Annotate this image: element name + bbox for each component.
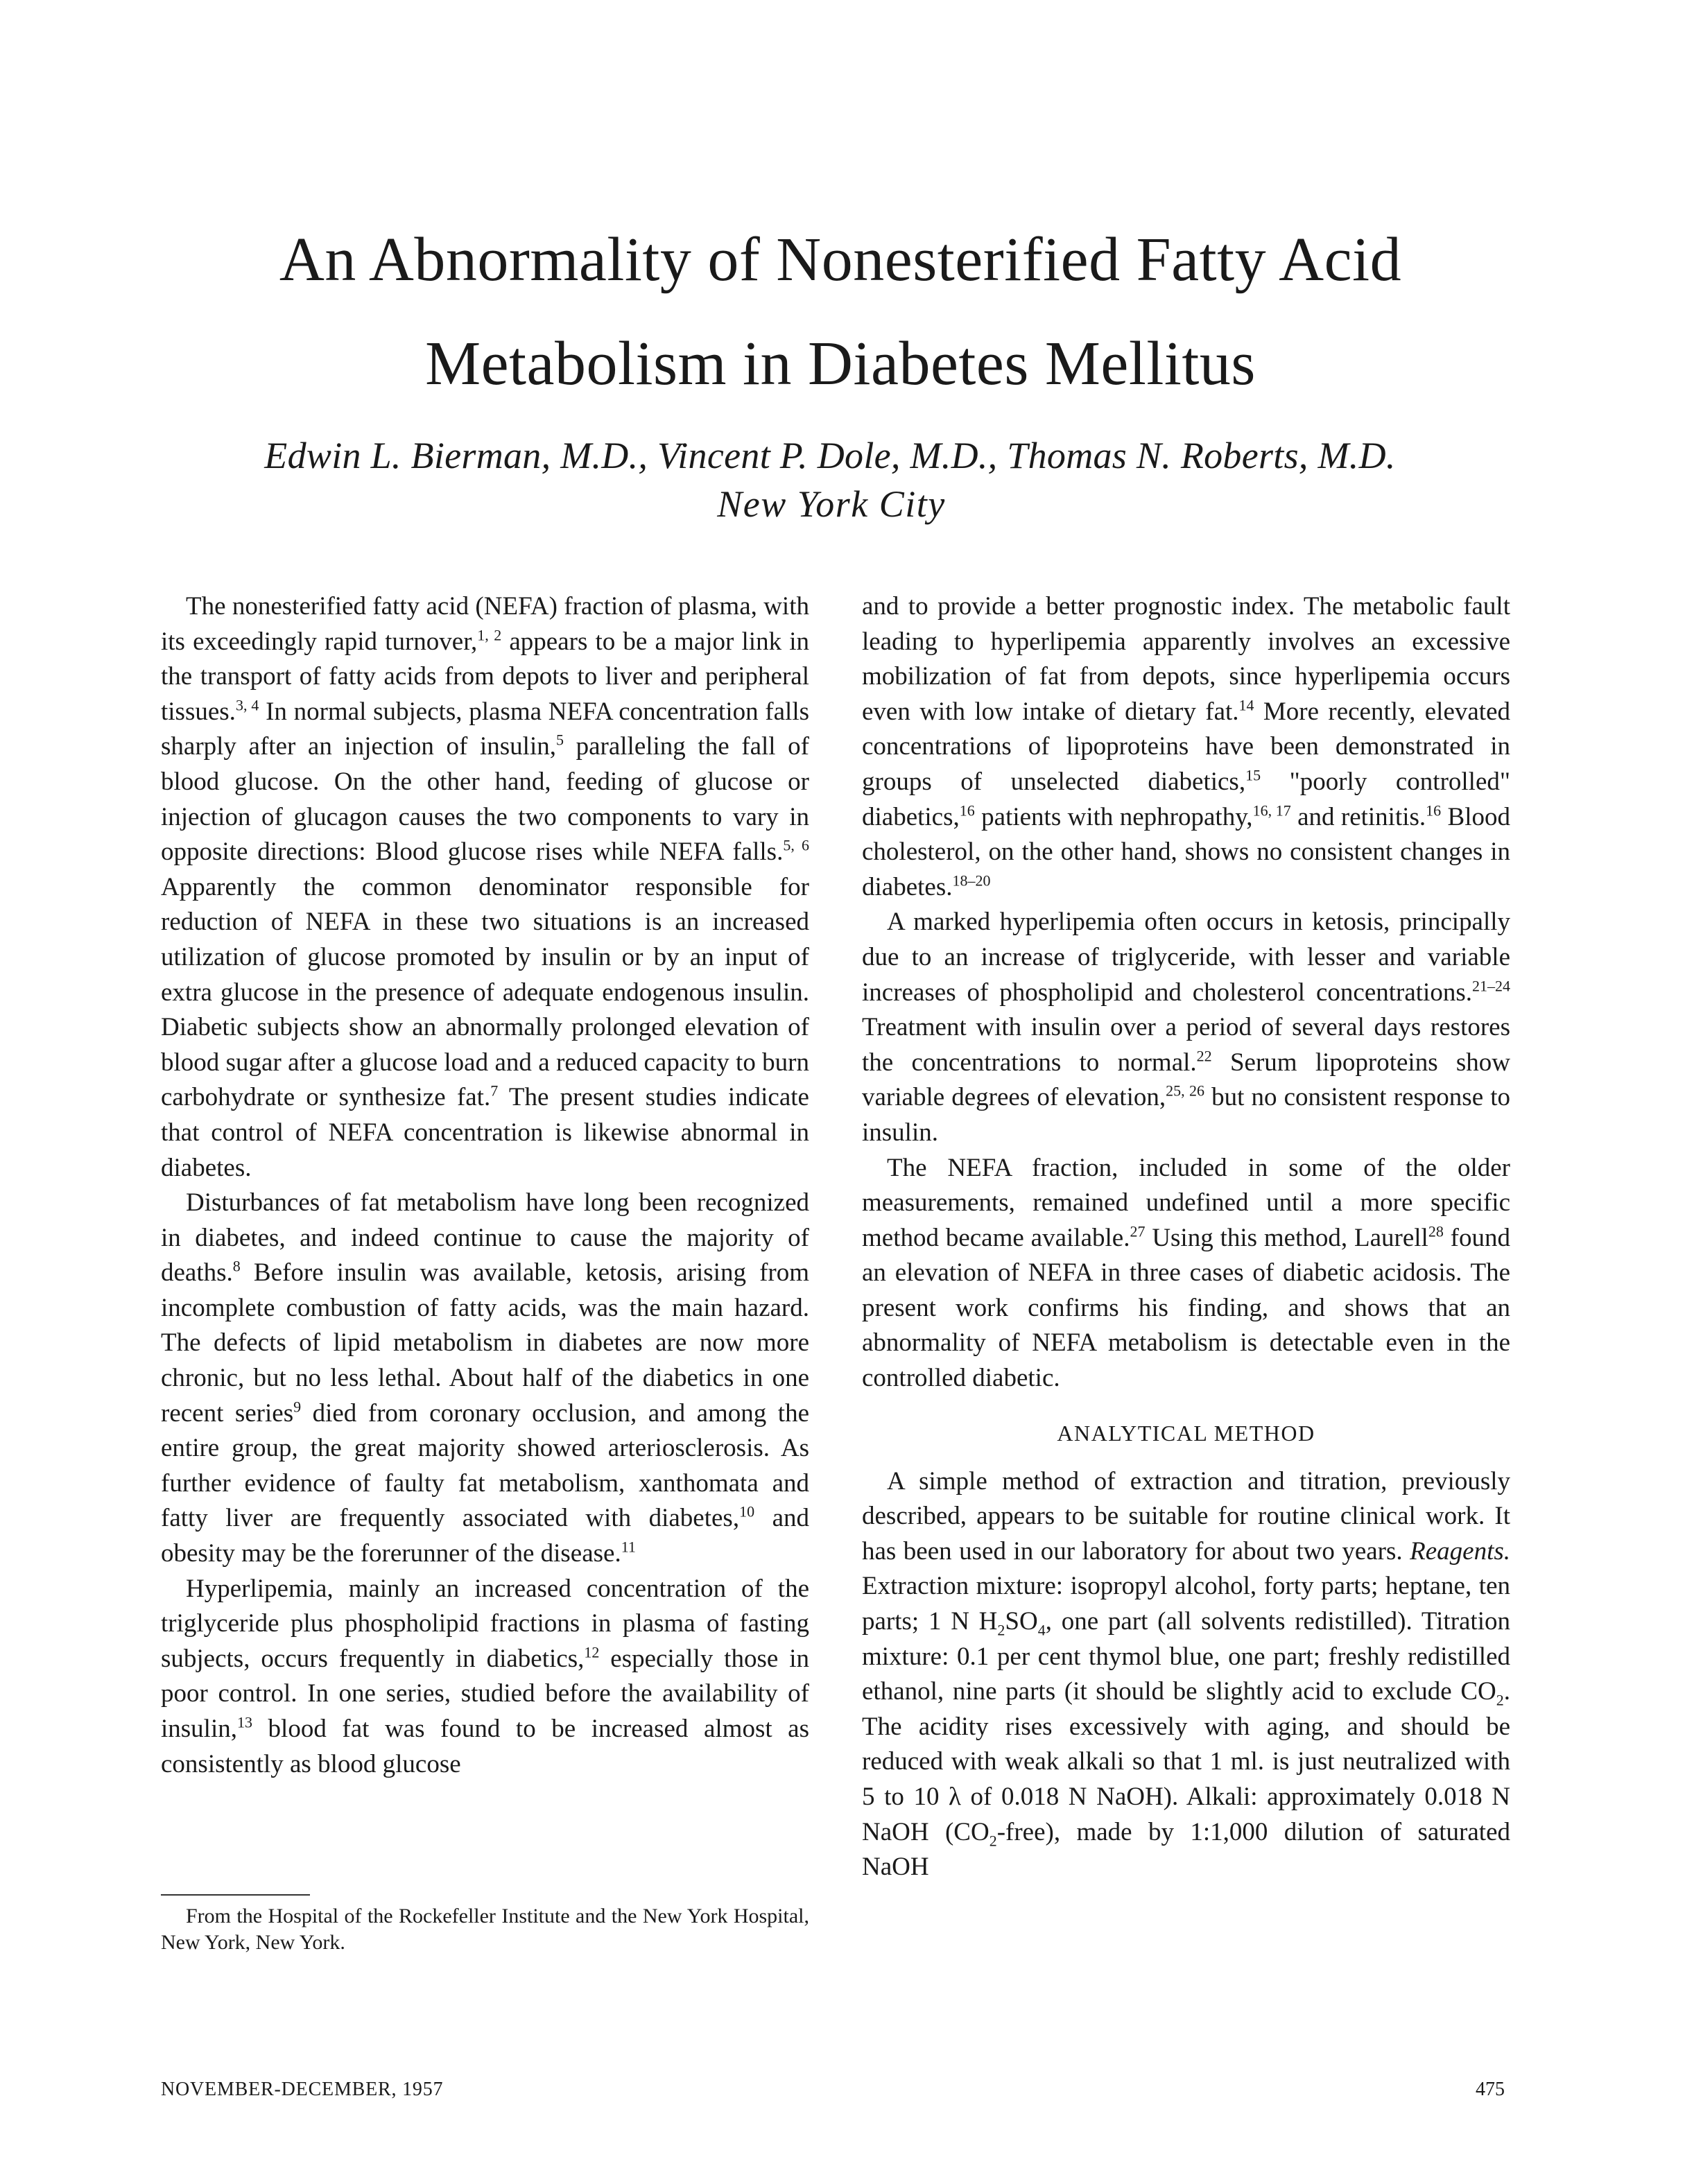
text-run: and to provide a better prognostic index. The metabolic fault leading to hyperlipemia apparently involves an excessive mobilization of fat from depots, since hyperlipemia occurs even with low intake of dietary fat. [862,592,1510,726]
author-location: New York City [717,483,946,525]
paragraph-intro [161,589,809,1186]
text-run: and retinitis. [1290,802,1426,831]
citation: 22 [1196,1047,1212,1065]
text-run: The nonesterified fatty acid (NEFA) fraction of plasma, with its exceedingly rapid turnover, [161,592,809,656]
issue-date: NOVEMBER-DECEMBER, 1957 [161,2079,444,2100]
text-run: Apparently the common denominator responsible for reduction of NEFA in these two situations is an increased utilization of glucose promoted by insulin or by an input of extra glucose in the presence of adequate endogenous insulin. Diabetic subjects show an abnormally prolonged elevation of blood sugar after a glucose load and a reduced capacity to burn carbohydrate or synthesize fat. [161,872,809,1112]
text-run: Using this method, Laurell [1145,1223,1428,1252]
text-run: and obesity may be the forerunner of the disease. [161,1504,809,1568]
text-run: A simple method of extraction and titration, previously described, appears to be suitable for routine clinical work. It has been used in our laboratory for about two years. [862,1466,1510,1566]
text-run: "poorly controlled" diabetics, [862,767,1510,831]
citation: 27 [1130,1222,1146,1240]
subscript: 2 [989,1831,997,1849]
text-run: In normal subjects, plasma NEFA concentration falls sharply after an injection of insulin, [161,697,810,761]
text-run: The present studies indicate that control of NEFA concentration is likewise abnormal in diabetes. [161,1083,809,1182]
citation: 28 [1428,1222,1444,1240]
text-run: . The acidity rises excessively with aging, and should be reduced with weak alkali so that 1 ml. is just neutralized with 5 to 10 λ of 0.018 N NaOH). Alkali: approximately 0.018 N NaOH (CO [862,1677,1510,1846]
text-run: Serum lipoproteins show variable degrees of elevation, [862,1048,1510,1112]
citation: 16, 17 [1252,801,1291,820]
citation: 13 [237,1713,252,1731]
citation: 8 [232,1257,241,1275]
text-run: Blood cholesterol, on the other hand, shows no consistent changes in diabetes. [862,802,1511,901]
text-run: Disturbances of fat metabolism have long been recognized in diabetes, and indeed continue to cause the majority of deaths. [161,1188,809,1288]
text-run: Treatment with insulin over a period of several days restores the concentrations to normal. [862,1013,1510,1077]
author-list: Edwin L. Bierman, M.D., Vincent P. Dole, M.D., Thomas N. Roberts, M.D. [264,435,1396,476]
text-run: The NEFA fraction, included in some of the older measurements, remained undefined until a more specific method became available. [862,1153,1510,1252]
text-run: especially those in poor control. In one series, studied before the availability of insulin, [161,1644,809,1743]
text-run: died from coronary occlusion, and among the entire group, the great majority showed arteriosclerosis. As further evidence of faulty fat metabolism, xanthomata and fatty liver are frequently associated with diabetes, [161,1398,809,1533]
affiliation-footnote: From the Hospital of the Rockefeller Institute and the New York Hospital, New York, New York. [161,1905,809,1954]
text-run: Hyperlipemia, mainly an increased concentration of the triglyceride plus phospholipid fractions in plasma of fasting subjects, occurs frequently in diabetics, [161,1574,809,1673]
right-column [862,589,1510,1885]
citation: 3, 4 [235,696,259,714]
paragraph-method [862,1464,1510,1885]
text-run: Before insulin was available, ketosis, arising from incomplete combustion of fatty acids, was the main hazard. The defects of lipid metabolism in diabetes are now more chronic, but no less lethal. About half of the diabetics in one recent series [161,1258,809,1428]
text-run: paralleling the fall of blood glucose. On the other hand, feeding of glucose or injection of glucagon causes the two components to vary in opposite directions: Blood glucose rises while NEFA falls. [161,732,809,867]
citation: 7 [490,1082,499,1100]
text-run: patients with nephropathy, [974,802,1253,831]
text-run: Extraction mixture: isopropyl alcohol, forty parts; heptane, ten parts; 1 N H [862,1572,1510,1636]
citation: 1, 2 [477,626,502,644]
text-run: , one part (all solvents redistilled). Titration mixture: 0.1 per cent thymol blue, one part; freshly redistilled ethanol, nine parts (it should be slightly acid to exclude CO [862,1607,1510,1706]
citation: 25, 26 [1166,1082,1204,1100]
citation: 10 [739,1503,755,1521]
citation: 18–20 [952,872,991,890]
text-run: A marked hyperlipemia often occurs in ketosis, principally due to an increase of triglyceride, with lesser and variable increases of phospholipid and cholesterol concentrations. [862,908,1510,1007]
footnote-divider [161,1894,310,1896]
citation: 12 [584,1643,600,1661]
paragraph-ketosis [862,905,1510,1150]
text-run: SO [1005,1607,1038,1636]
article-title-line-1: An Abnormality of Nonesterified Fatty Acid [279,225,1402,294]
subscript: 2 [997,1621,1005,1639]
citation: 9 [293,1398,302,1416]
paragraph-hyperlipemia [161,1572,809,1783]
citation: 5 [555,731,564,749]
citation: 15 [1245,766,1261,784]
subscript: 2 [1496,1691,1504,1709]
text-run: More recently, elevated concentrations of lipoproteins have been demonstrated in groups of unselected diabetics, [862,697,1511,796]
text-run: found an elevation of NEFA in three cases of diabetic acidosis. The present work confirms his finding, and shows that an abnormality of NEFA metabolism is detectable even in the controlled diabetic. [862,1223,1510,1393]
citation: 14 [1238,696,1254,714]
reagents-label: Reagents. [1410,1536,1510,1566]
text-run: appears to be a major link in the transport of fatty acids from depots to liver and peripheral tissues. [161,627,809,726]
page-number: 475 [1476,2079,1505,2100]
text-run: blood fat was found to be increased almost as consistently as blood glucose [161,1715,809,1778]
citation: 21–24 [1472,977,1510,995]
citation: 16 [1426,801,1442,820]
article-title-line-2: Metabolism in Diabetes Mellitus [425,329,1256,398]
paragraph-nefa-fraction [862,1151,1510,1396]
subscript: 4 [1037,1621,1046,1639]
citation: 11 [621,1538,636,1556]
citation: 5, 6 [783,836,810,854]
paragraph-continued [862,589,1510,905]
citation: 16 [959,801,975,820]
section-heading: ANALYTICAL METHOD [1057,1420,1315,1446]
text-run: -free), made by 1:1,000 dilution of saturated NaOH [862,1817,1510,1882]
left-column [161,589,809,1782]
text-run: but no consistent response to insulin. [862,1083,1510,1147]
paragraph-fat-metabolism [161,1186,809,1572]
